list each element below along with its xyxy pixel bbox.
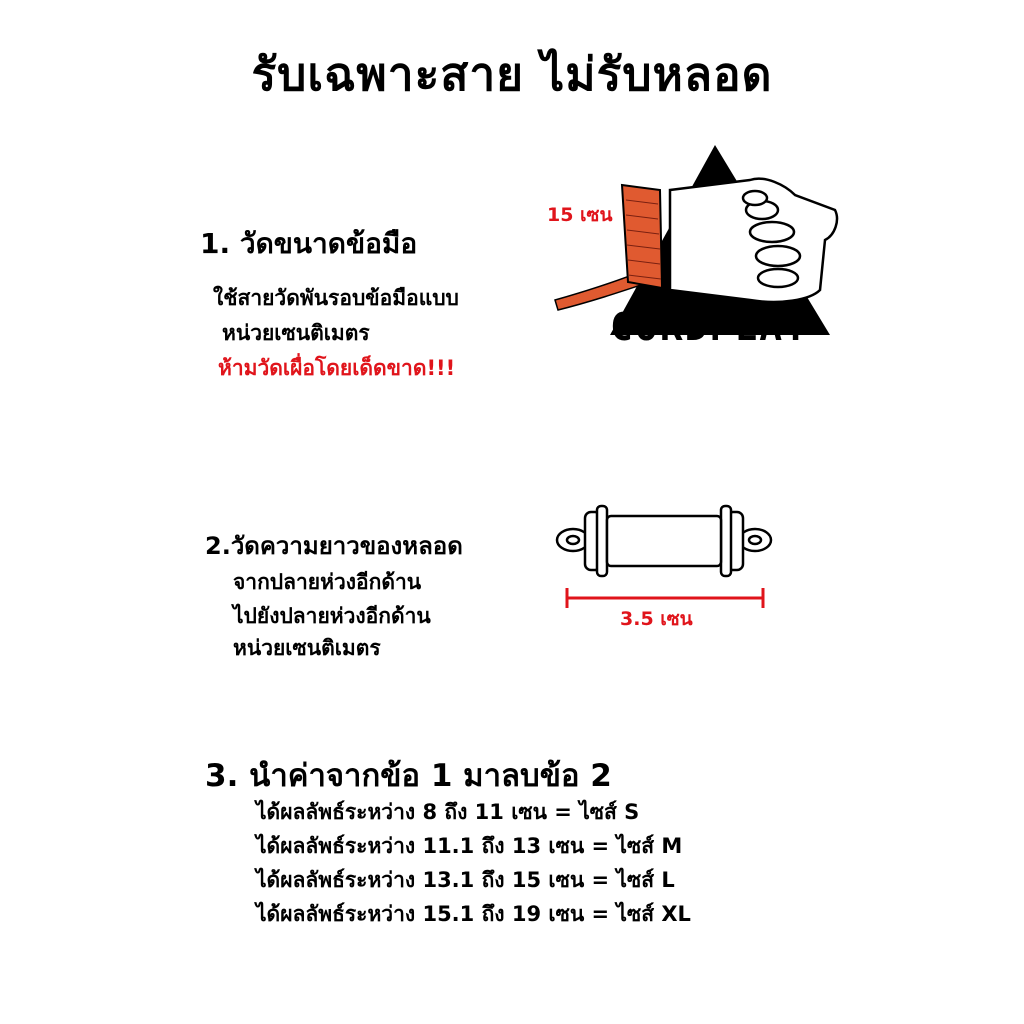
page-headline: รับเฉพาะสาย ไม่รับหลอด: [251, 47, 773, 101]
step1-warning: ห้ามวัดเผื่อโดยเด็ดขาด!!!: [218, 356, 456, 380]
brand-logo: CORDPLAY: [610, 305, 810, 349]
step2-instruction-line1: จากปลายห่วงอีกด้าน: [233, 570, 422, 594]
step3-heading: 3. นำค่าจากข้อ 1 มาลบข้อ 2: [205, 758, 612, 794]
size-row-m: ได้ผลลัพธ์ระหว่าง 11.1 ถึง 13 เซน = ไซส์ M: [256, 834, 683, 858]
size-row-xl: ได้ผลลัพธ์ระหว่าง 15.1 ถึง 19 เซน = ไซส์ XL: [256, 902, 691, 926]
step1-heading: 1. วัดขนาดข้อมือ: [200, 227, 418, 260]
step2-instruction-line3: หน่วยเซนติเมตร: [233, 636, 381, 660]
tube-length-label: 3.5 เซน: [620, 608, 693, 630]
tube-pendant-icon: [555, 498, 775, 618]
size-row-s: ได้ผลลัพธ์ระหว่าง 8 ถึง 11 เซน = ไซส์ S: [256, 800, 640, 824]
step1-instruction-line2: หน่วยเซนติเมตร: [222, 321, 370, 345]
wrist-measurement-label: 15 เซน: [547, 204, 613, 226]
size-row-l: ได้ผลลัพธ์ระหว่าง 13.1 ถึง 15 เซน = ไซส์ L: [256, 868, 675, 892]
step2-heading: 2.วัดความยาวของหลอด: [205, 532, 463, 560]
step1-instruction-line1: ใช้สายวัดพันรอบข้อมือแบบ: [213, 286, 459, 310]
step2-instruction-line2: ไปยังปลายห่วงอีกด้าน: [233, 604, 431, 628]
